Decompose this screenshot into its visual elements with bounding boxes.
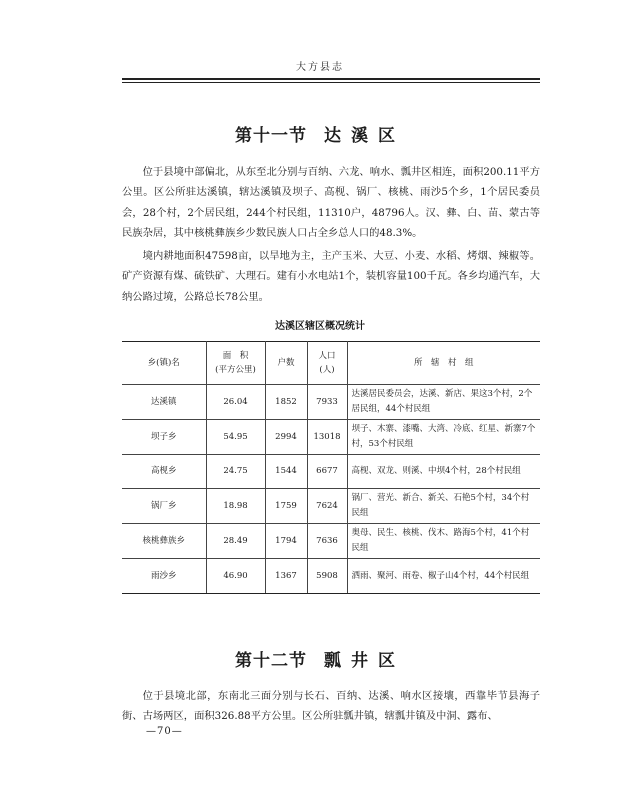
section-12-name: 瓢井区 [323, 651, 405, 671]
cell-households: 1794 [265, 524, 307, 559]
cell-area: 18.98 [206, 489, 265, 524]
cell-households: 2994 [265, 420, 307, 455]
table-caption: 达溪区辖区概况统计 [275, 321, 365, 332]
cell-township: 高枧乡 [122, 455, 206, 489]
table-row [122, 385, 540, 420]
header-township: 乡(镇)名 [122, 342, 206, 385]
cell-villages: 洒雨、聚河、雨卷、椒子山4个村，44个村民组 [347, 559, 540, 594]
cell-area: 46.90 [206, 559, 265, 594]
cell-township: 核桃彝族乡 [122, 524, 206, 559]
cell-villages: 达溪居民委员会，达溪、新店、果这3个村，2个居民组，44个村民组 [347, 385, 540, 420]
header-area [206, 342, 265, 385]
cell-population: 7636 [307, 524, 347, 559]
header-rule-thick [122, 78, 540, 80]
header-area-line1: 面 积 [222, 351, 249, 361]
cell-population: 7933 [307, 385, 347, 420]
cell-area: 54.95 [206, 420, 265, 455]
table-row [122, 455, 540, 489]
cell-population: 7624 [307, 489, 347, 524]
cell-population: 13018 [307, 420, 347, 455]
cell-population: 5908 [307, 559, 347, 594]
cell-area: 24.75 [206, 455, 265, 489]
cell-township: 坝子乡 [122, 420, 206, 455]
section-12-label: 第十二节 [235, 651, 308, 671]
running-head: 大方县志 [296, 62, 344, 73]
cell-households: 1852 [265, 385, 307, 420]
table-header-row [122, 342, 540, 385]
cell-households: 1759 [265, 489, 307, 524]
cell-township: 雨沙乡 [122, 559, 206, 594]
section-12-title [0, 646, 640, 671]
header-area-line2: (平方公里) [215, 365, 256, 375]
header-population [307, 342, 347, 385]
section-11-label: 第十一节 [235, 126, 308, 146]
cell-households: 1544 [265, 455, 307, 489]
cell-township: 锅厂乡 [122, 489, 206, 524]
table-row [122, 559, 540, 594]
cell-households: 1367 [265, 559, 307, 594]
table-row [122, 420, 540, 455]
page-number: —70— [146, 726, 183, 737]
section-11-title [0, 121, 640, 146]
table-row [122, 489, 540, 524]
township-stats-table [122, 341, 540, 594]
header-villages: 所 辖 村 组 [347, 342, 540, 385]
header-population-line2: (人) [319, 365, 335, 375]
cell-villages: 坝子、木寨、漆嘴、大湾、冷底、红星、新寨7个村，53个村民组 [347, 420, 540, 455]
section-12-paragraph-1: 位于县境北部，东南北三面分别与长石、百纳、达溪、响水区接壤，西靠毕节县海子街、古场两区，面积326.88平方公里。区公所驻瓢井镇，辖瓢井镇及中洞、露布、 [122, 690, 540, 723]
cell-villages: 锅厂、营光、新合、新关、石艳5个村，34个村民组 [347, 489, 540, 524]
header-rule-thin [122, 82, 540, 83]
table-row [122, 524, 540, 559]
cell-villages: 奥母、民生、核桃、伐木、路海5个村，41个村民组 [347, 524, 540, 559]
cell-population: 6677 [307, 455, 347, 489]
section-11-name: 达溪区 [323, 126, 405, 146]
header-households: 户数 [265, 342, 307, 385]
section-11-paragraph-2: 境内耕地面积47598亩，以旱地为主，主产玉米、大豆、小麦、水稻、烤烟、辣椒等。矿产资源有煤、硫铁矿、大理石。建有小水电站1个，装机容量100千瓦。各乡均通汽车，大纳公路过境，公路总长78公里。 [122, 250, 540, 303]
cell-villages: 高枧、双龙、则溪、中坝4个村，28个村民组 [347, 455, 540, 489]
header-population-line1: 人口 [318, 351, 336, 361]
cell-area: 28.49 [206, 524, 265, 559]
cell-area: 26.04 [206, 385, 265, 420]
section-11-paragraph-1: 位于县境中部偏北，从东至北分别与百纳、六龙、响水、瓢井区相连，面积200.11平方公里。区公所驻达溪镇，辖达溪镇及坝子、高枧、锅厂、核桃、雨沙5个乡，1个居民委员会，28个村，2个居民组，244个村民组，11310户，48796人。汉、彝、白、苗、蒙古等民族杂居，其中核桃彝族乡少数民族人口占全乡总人口的48.3%。 [122, 166, 540, 239]
cell-township: 达溪镇 [122, 385, 206, 420]
